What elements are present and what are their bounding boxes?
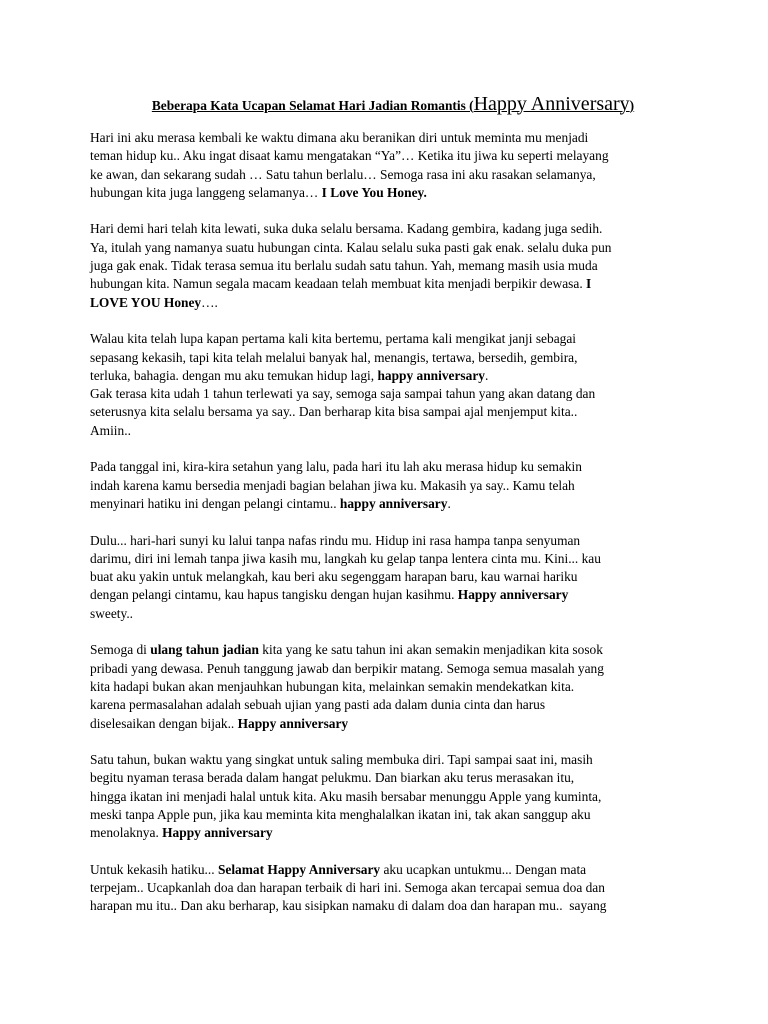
text-line: [90, 824, 696, 842]
text-run: Semoga di: [90, 642, 151, 658]
text-run: karena permasalahan adalah sebuah ujian yang pasti ada dalam dunia cinta dan harus: [90, 697, 546, 713]
text-run: ….: [201, 294, 218, 310]
text-line: [90, 495, 696, 513]
text-run: Amiin..: [90, 422, 131, 438]
text-line: [90, 257, 696, 275]
bold-text: happy anniversary: [339, 495, 448, 511]
paragraph: [90, 330, 696, 440]
text-run: .: [484, 367, 489, 383]
text-line: [90, 239, 696, 257]
text-line: [90, 403, 696, 421]
text-line: [90, 275, 696, 293]
text-line: [90, 678, 696, 696]
text-run: juga gak enak. Tidak terasa semua itu berlalu sudah satu tahun. Yah, memang masih usia muda: [90, 258, 598, 274]
text-line: [90, 422, 696, 440]
text-run: Hari demi hari telah kita lewati, suka duka selalu bersama. Kadang gembira, kadang juga sedih.: [90, 221, 603, 237]
text-run: Untuk kekasih hatiku...: [90, 861, 218, 877]
text-line: [90, 751, 696, 769]
text-line: [90, 696, 696, 714]
text-line: [90, 660, 696, 678]
paragraph: [90, 641, 696, 732]
text-run: Satu tahun, bukan waktu yang singkat untuk saling membuka diri. Tapi sampai saat ini, masih: [90, 752, 593, 768]
text-line: [90, 184, 696, 202]
text-run: seterusnya kita selalu bersama ya say.. Dan berharap kita bisa sampai ajal menjemput kita..: [90, 404, 578, 420]
text-run: Ya, itulah yang namanya suatu hubungan cinta. Kalau selalu suka pasti gak enak. selalu duka pun: [90, 239, 612, 255]
text-line: [90, 879, 696, 897]
bold-text: Happy anniversary: [457, 587, 569, 603]
text-run: Walau kita telah lupa kapan pertama kali kita bertemu, pertama kali mengikat janji sebagai: [90, 331, 576, 347]
paragraph: [90, 220, 696, 311]
text-run: indah karena kamu bersedia menjadi bagian belahan jiwa ku. Makasih ya say.. Kamu telah: [90, 477, 575, 493]
text-line: [90, 129, 696, 147]
paragraph: [90, 861, 696, 916]
text-run: hubungan kita juga langgeng selamanya…: [90, 184, 322, 200]
text-line: [90, 166, 696, 184]
document-body: [90, 129, 696, 916]
title-close: ): [629, 98, 635, 113]
text-run: pribadi yang dewasa. Penuh tanggung jawab dan berpikir matang. Semoga semua masalah yang: [90, 660, 604, 676]
text-run: diselesaikan dengan bijak..: [90, 715, 238, 731]
text-run: dengan pelangi cintamu, kau hapus tangisku dengan hujan kasihmu.: [90, 587, 458, 603]
text-run: menolaknya.: [90, 825, 163, 841]
text-run: ke awan, dan sekarang sudah … Satu tahun berlalu… Semoga rasa ini aku rasakan selamanya,: [90, 166, 596, 182]
text-line: [90, 715, 696, 733]
paragraph: [90, 458, 696, 513]
bold-text: I: [586, 276, 592, 292]
text-line: [90, 220, 696, 238]
text-line: [90, 330, 696, 348]
text-line: [90, 458, 696, 476]
text-run: Hari ini aku merasa kembali ke waktu dimana aku beranikan diri untuk meminta mu menjadi: [90, 130, 589, 145]
paragraph: [90, 129, 696, 202]
text-line: [90, 769, 696, 787]
text-run: sweety..: [90, 605, 134, 621]
text-line: [90, 477, 696, 495]
text-run: Pada tanggal ini, kira-kira setahun yang lalu, pada hari itu lah aku merasa hidup ku semakin: [90, 459, 582, 475]
text-run: teman hidup ku.. Aku ingat disaat kamu mengatakan “Ya”… Ketika itu jiwa ku seperti melayang: [90, 148, 609, 164]
text-line: [90, 788, 696, 806]
text-line: [90, 586, 696, 604]
bold-text: ulang tahun jadian: [150, 642, 259, 658]
text-run: terpejam.. Ucapkanlah doa dan harapan terbaik di hari ini. Semoga akan tercapai semua doa dan: [90, 880, 605, 896]
text-run: Gak terasa kita udah 1 tahun terlewati ya say, semoga saja sampai tahun yang akan datang dan: [90, 386, 596, 402]
text-run: Dulu... hari-hari sunyi ku lalui tanpa nafas rindu mu. Hidup ini rasa hampa tanpa senyuman: [90, 532, 581, 548]
text-line: [90, 147, 696, 165]
text-line: [90, 367, 696, 385]
text-run: sepasang kekasih, tapi kita telah melalui banyak hal, menangis, tertawa, bersedih, gembira,: [90, 349, 578, 365]
title-text: Beberapa Kata Ucapan Selamat Hari Jadian Romantis (: [151, 98, 474, 113]
text-run: .: [447, 495, 451, 511]
bold-text: I Love You Honey.: [321, 184, 427, 200]
text-run: menyinari hatiku ini dengan pelangi cintamu..: [90, 495, 340, 511]
text-line: [90, 806, 696, 824]
text-run: darimu, diri ini lemah tanpa jiwa kasih mu, langkah ku gelap tanpa lentera cinta mu. Kini... kau: [90, 550, 601, 566]
text-run: harapan mu itu.. Dan aku berharap, kau sisipkan namaku di dalam doa dan harapan mu.. sayang: [90, 898, 607, 914]
text-run: kita yang ke satu tahun ini akan semakin menjadikan kita sosok: [258, 642, 603, 658]
text-line: [90, 568, 696, 586]
text-line: [90, 861, 696, 879]
bold-text: happy anniversary: [377, 367, 485, 383]
text-line: [90, 349, 696, 367]
bold-text: Selamat Happy Anniversary: [217, 861, 381, 877]
text-line: [90, 532, 696, 550]
text-run: hubungan kita. Namun segala macam keadaan telah membuat kita menjadi berpikir dewasa.: [90, 276, 587, 292]
text-line: [90, 550, 696, 568]
title-highlight: Happy Anniversary: [473, 93, 630, 115]
text-line: [90, 897, 696, 915]
text-run: aku ucapkan untukmu... Dengan mata: [380, 861, 587, 877]
text-run: meski tanpa Apple pun, jika kau meminta kita menghalalkan ikatan ini, tak akan sanggup aku: [90, 806, 591, 822]
text-run: begitu nyaman terasa berada dalam hangat pelukmu. Dan biarkan aku terus merasakan itu,: [90, 770, 575, 786]
text-line: [90, 641, 696, 659]
text-run: hingga ikatan ini menjadi halal untuk kita. Aku masih bersabar menunggu Apple yang kuminta,: [90, 788, 602, 804]
text-run: kita hadapi bukan akan menjauhkan hubungan kita, melainkan semakin mendekatkan kita.: [90, 678, 575, 694]
paragraph: [90, 751, 696, 842]
bold-text: Happy anniversary: [237, 715, 349, 731]
text-run: terluka, bahagia. dengan mu aku temukan hidup lagi,: [90, 367, 378, 383]
bold-text: Happy anniversary: [162, 825, 273, 841]
text-run: buat aku yakin untuk melangkah, kau beri aku segenggam harapan baru, kau warnai hariku: [90, 569, 578, 585]
text-line: [90, 605, 696, 623]
text-line: [90, 294, 696, 312]
bold-text: LOVE YOU Honey: [90, 294, 202, 310]
document-title: [90, 93, 696, 117]
text-line: [90, 385, 696, 403]
paragraph: [90, 532, 696, 623]
